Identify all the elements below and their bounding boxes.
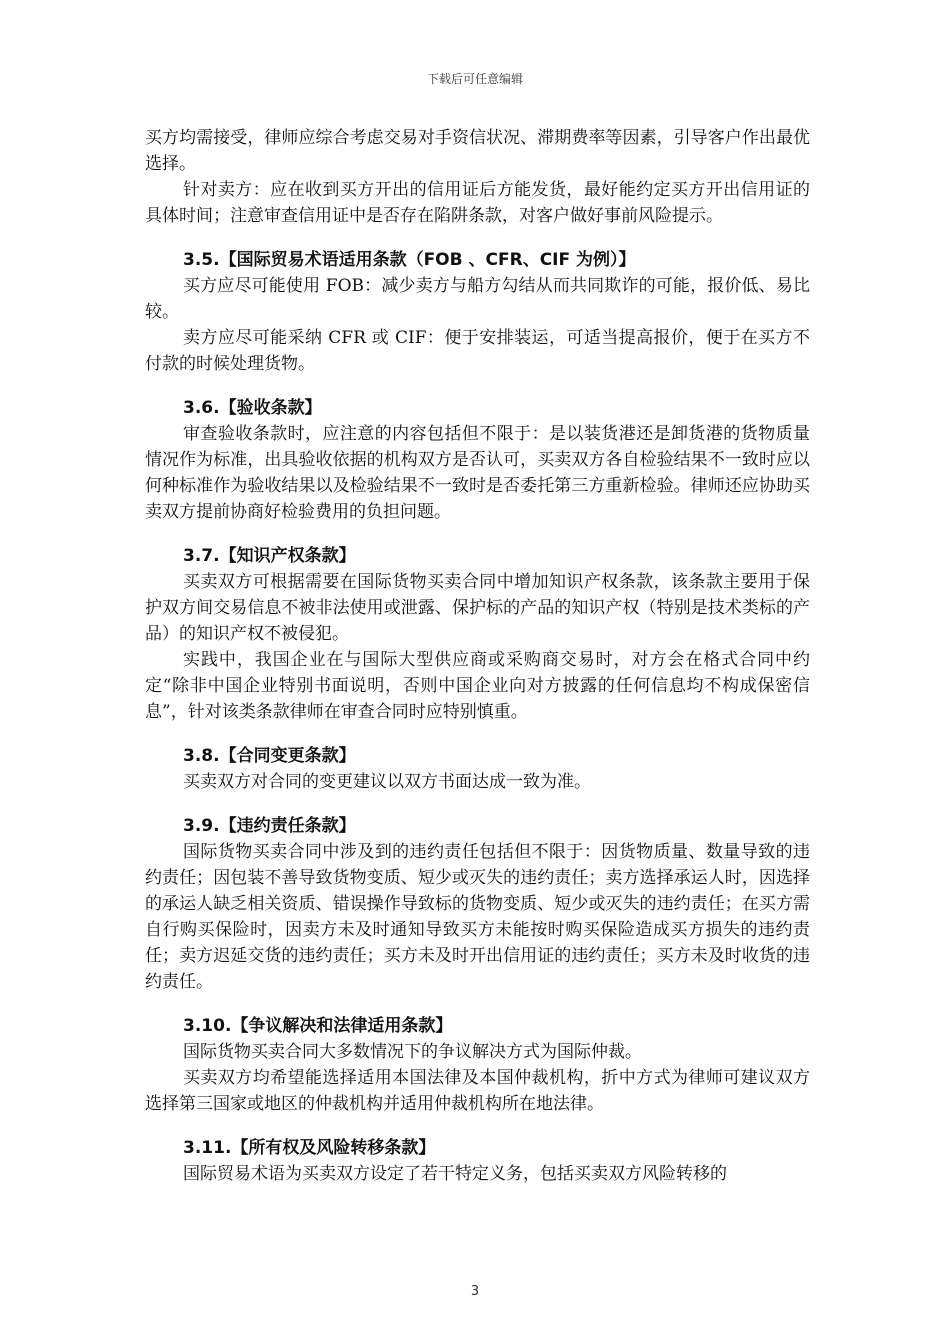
section-3-9 — [145, 813, 810, 995]
intro-paragraph-1: 买方均需接受，律师应综合考虑交易对手资信状况、滞期费率等因素，引导客户作出最优选择。 — [145, 128, 810, 174]
section-paragraph: 审查验收条款时，应注意的内容包括但不限于：是以装货港还是卸货港的货物质量情况作为标准，出具验收依据的机构双方是否认可，买卖双方各自检验结果不一致时应以何种标准作为验收结果以及检验结果不一致时是否委托第三方重新检验。律师还应协助买卖双方提前协商好检验费用的负担问题。 — [145, 424, 810, 522]
intro-paragraph-2: 针对卖方：应在收到买方开出的信用证后方能发货，最好能约定买方开出信用证的具体时间；注意审查信用证中是否存在陷阱条款，对客户做好事前风险提示。 — [145, 180, 810, 226]
section-paragraph: 实践中，我国企业在与国际大型供应商或采购商交易时，对方会在格式合同中约定“除非中国企业特别书面说明，否则中国企业向对方披露的任何信息均不构成保密信息”，针对该类条款律师在审查合同时应特别慎重。 — [145, 650, 810, 722]
section-heading: 3.8.【合同变更条款】 — [183, 746, 356, 766]
document-body — [145, 125, 810, 1187]
section-heading: 3.6.【验收条款】 — [183, 398, 322, 418]
section-paragraph: 买卖双方均希望能选择适用本国法律及本国仲裁机构，折中方式为律师可建议双方选择第三国家或地区的仲裁机构并适用仲裁机构所在地法律。 — [145, 1068, 810, 1114]
section-paragraph: 国际货物买卖合同中涉及到的违约责任包括但不限于：因货物质量、数量导致的违约责任；因包装不善导致货物变质、短少或灭失的违约责任；卖方选择承运人时，因选择的承运人缺乏相关资质、错误操作导致标的货物变质、短少或灭失的违约责任；在买方需自行购买保险时，因卖方未及时通知导致买方未能按时购买保险造成买方损失的违约责任；卖方迟延交货的违约责任；买方未及时开出信用证的违约责任；买方未及时收货的违约责任。 — [145, 842, 810, 992]
section-paragraph: 买方应尽可能使用 FOB：减少卖方与船方勾结从而共同欺诈的可能，报价低、易比较。 — [145, 276, 810, 322]
section-paragraph: 国际贸易术语为买卖双方设定了若干特定义务，包括买卖双方风险转移的 — [183, 1164, 727, 1184]
section-heading: 3.7.【知识产权条款】 — [183, 546, 356, 566]
section-3-6 — [145, 395, 810, 525]
section-3-10 — [145, 1013, 810, 1117]
page-header: 下载后可任意编辑 — [426, 72, 523, 86]
section-3-7 — [145, 543, 810, 725]
section-3-5 — [145, 247, 810, 377]
section-heading: 3.5.【国际贸易术语适用条款（FOB 、CFR、CIF 为例）】 — [183, 250, 636, 270]
section-paragraph: 买卖双方对合同的变更建议以双方书面达成一致为准。 — [183, 772, 591, 792]
section-paragraph: 国际货物买卖合同大多数情况下的争议解决方式为国际仲裁。 — [183, 1042, 642, 1062]
section-3-11 — [145, 1135, 810, 1187]
section-3-8 — [145, 743, 810, 795]
section-heading: 3.11.【所有权及风险转移条款】 — [183, 1138, 436, 1158]
section-paragraph: 卖方应尽可能采纳 CFR 或 CIF：便于安排装运，可适当提高报价，便于在买方不付款的时候处理货物。 — [145, 328, 810, 374]
section-heading: 3.10.【争议解决和法律适用条款】 — [183, 1016, 453, 1036]
page-number: 3 — [470, 1284, 480, 1299]
section-paragraph: 买卖双方可根据需要在国际货物买卖合同中增加知识产权条款，该条款主要用于保护双方间交易信息不被非法使用或泄露、保护标的产品的知识产权（特别是技术类标的产品）的知识产权不被侵犯。 — [145, 572, 810, 644]
section-heading: 3.9.【违约责任条款】 — [183, 816, 356, 836]
